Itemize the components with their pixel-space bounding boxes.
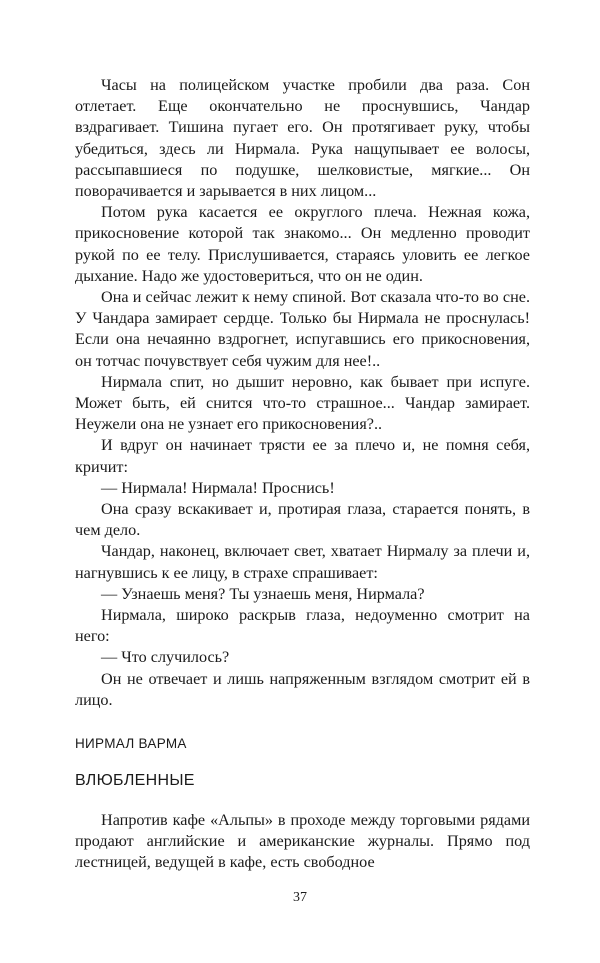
story-title: ВЛЮБЛЕННЫЕ bbox=[75, 772, 195, 789]
paragraph: Чандар, наконец, включает свет, хватает Нирмалу за плечи и, нагнувшись к ее лицу, в страхе спрашивает: bbox=[75, 542, 530, 582]
dialogue-line: — Нирмала! Нирмала! Проснись! bbox=[101, 478, 335, 497]
paragraph: Напротив кафе «Альпы» в проходе между торговыми рядами продают английские и американские журналы. Прямо под лестницей, ведущей в кафе, есть свободное bbox=[75, 811, 530, 872]
dialogue-line: — Узнаешь меня? Ты узнаешь меня, Нирмала? bbox=[101, 584, 425, 603]
paragraph: Нирмала, широко раскрыв глаза, недоуменно смотрит на него: bbox=[75, 606, 530, 646]
paragraph: Нирмала спит, но дышит неровно, как бывает при испуге. Может быть, ей снится что-то страшное... Чандар замирает. Неужели она не узнает его прикосновения?.. bbox=[75, 372, 530, 434]
page-number: 37 bbox=[293, 890, 307, 905]
dialogue-line: — Что случилось? bbox=[101, 648, 230, 667]
paragraph: Она сразу вскакивает и, протирая глаза, старается понять, в чем дело. bbox=[75, 500, 530, 540]
paragraph: Она и сейчас лежит к нему спиной. Вот сказала что-то во сне. У Чандара замирает сердце. Только бы Нирмала не проснулась! Если она нечаянно вздрогнет, испугавшись его прикосновения, он тотчас почувствует себя чужим для нее!.. bbox=[75, 288, 530, 370]
paragraph: И вдруг он начинает трясти ее за плечо и, не помня себя, кричит: bbox=[75, 436, 530, 476]
story-ending-text bbox=[75, 75, 530, 711]
new-story-text bbox=[75, 810, 530, 874]
author-name: НИРМАЛ ВАРМА bbox=[75, 736, 187, 751]
paragraph: Часы на полицейском участке пробили два раза. Сон отлетает. Еще окончательно не проснувшись, Чандар вздрагивает. Тишина пугает его. Он протягивает руку, чтобы убедиться, здесь ли Нирмала. Рука нащупывает ее волосы, рассыпавшиеся по подушке, шелковистые, мягкие... Он поворачивается и зарывается в них лицом... bbox=[75, 76, 530, 201]
paragraph: Он не отвечает и лишь напряженным взглядом смотрит ей в лицо. bbox=[75, 669, 530, 709]
paragraph: Потом рука касается ее округлого плеча. Нежная кожа, прикосновение которой так знакомо... Он медленно проводит рукой по ее телу. Прислушивается, стараясь уловить ее легкое дыхание. Надо же удостовериться, что он не один. bbox=[75, 203, 530, 285]
